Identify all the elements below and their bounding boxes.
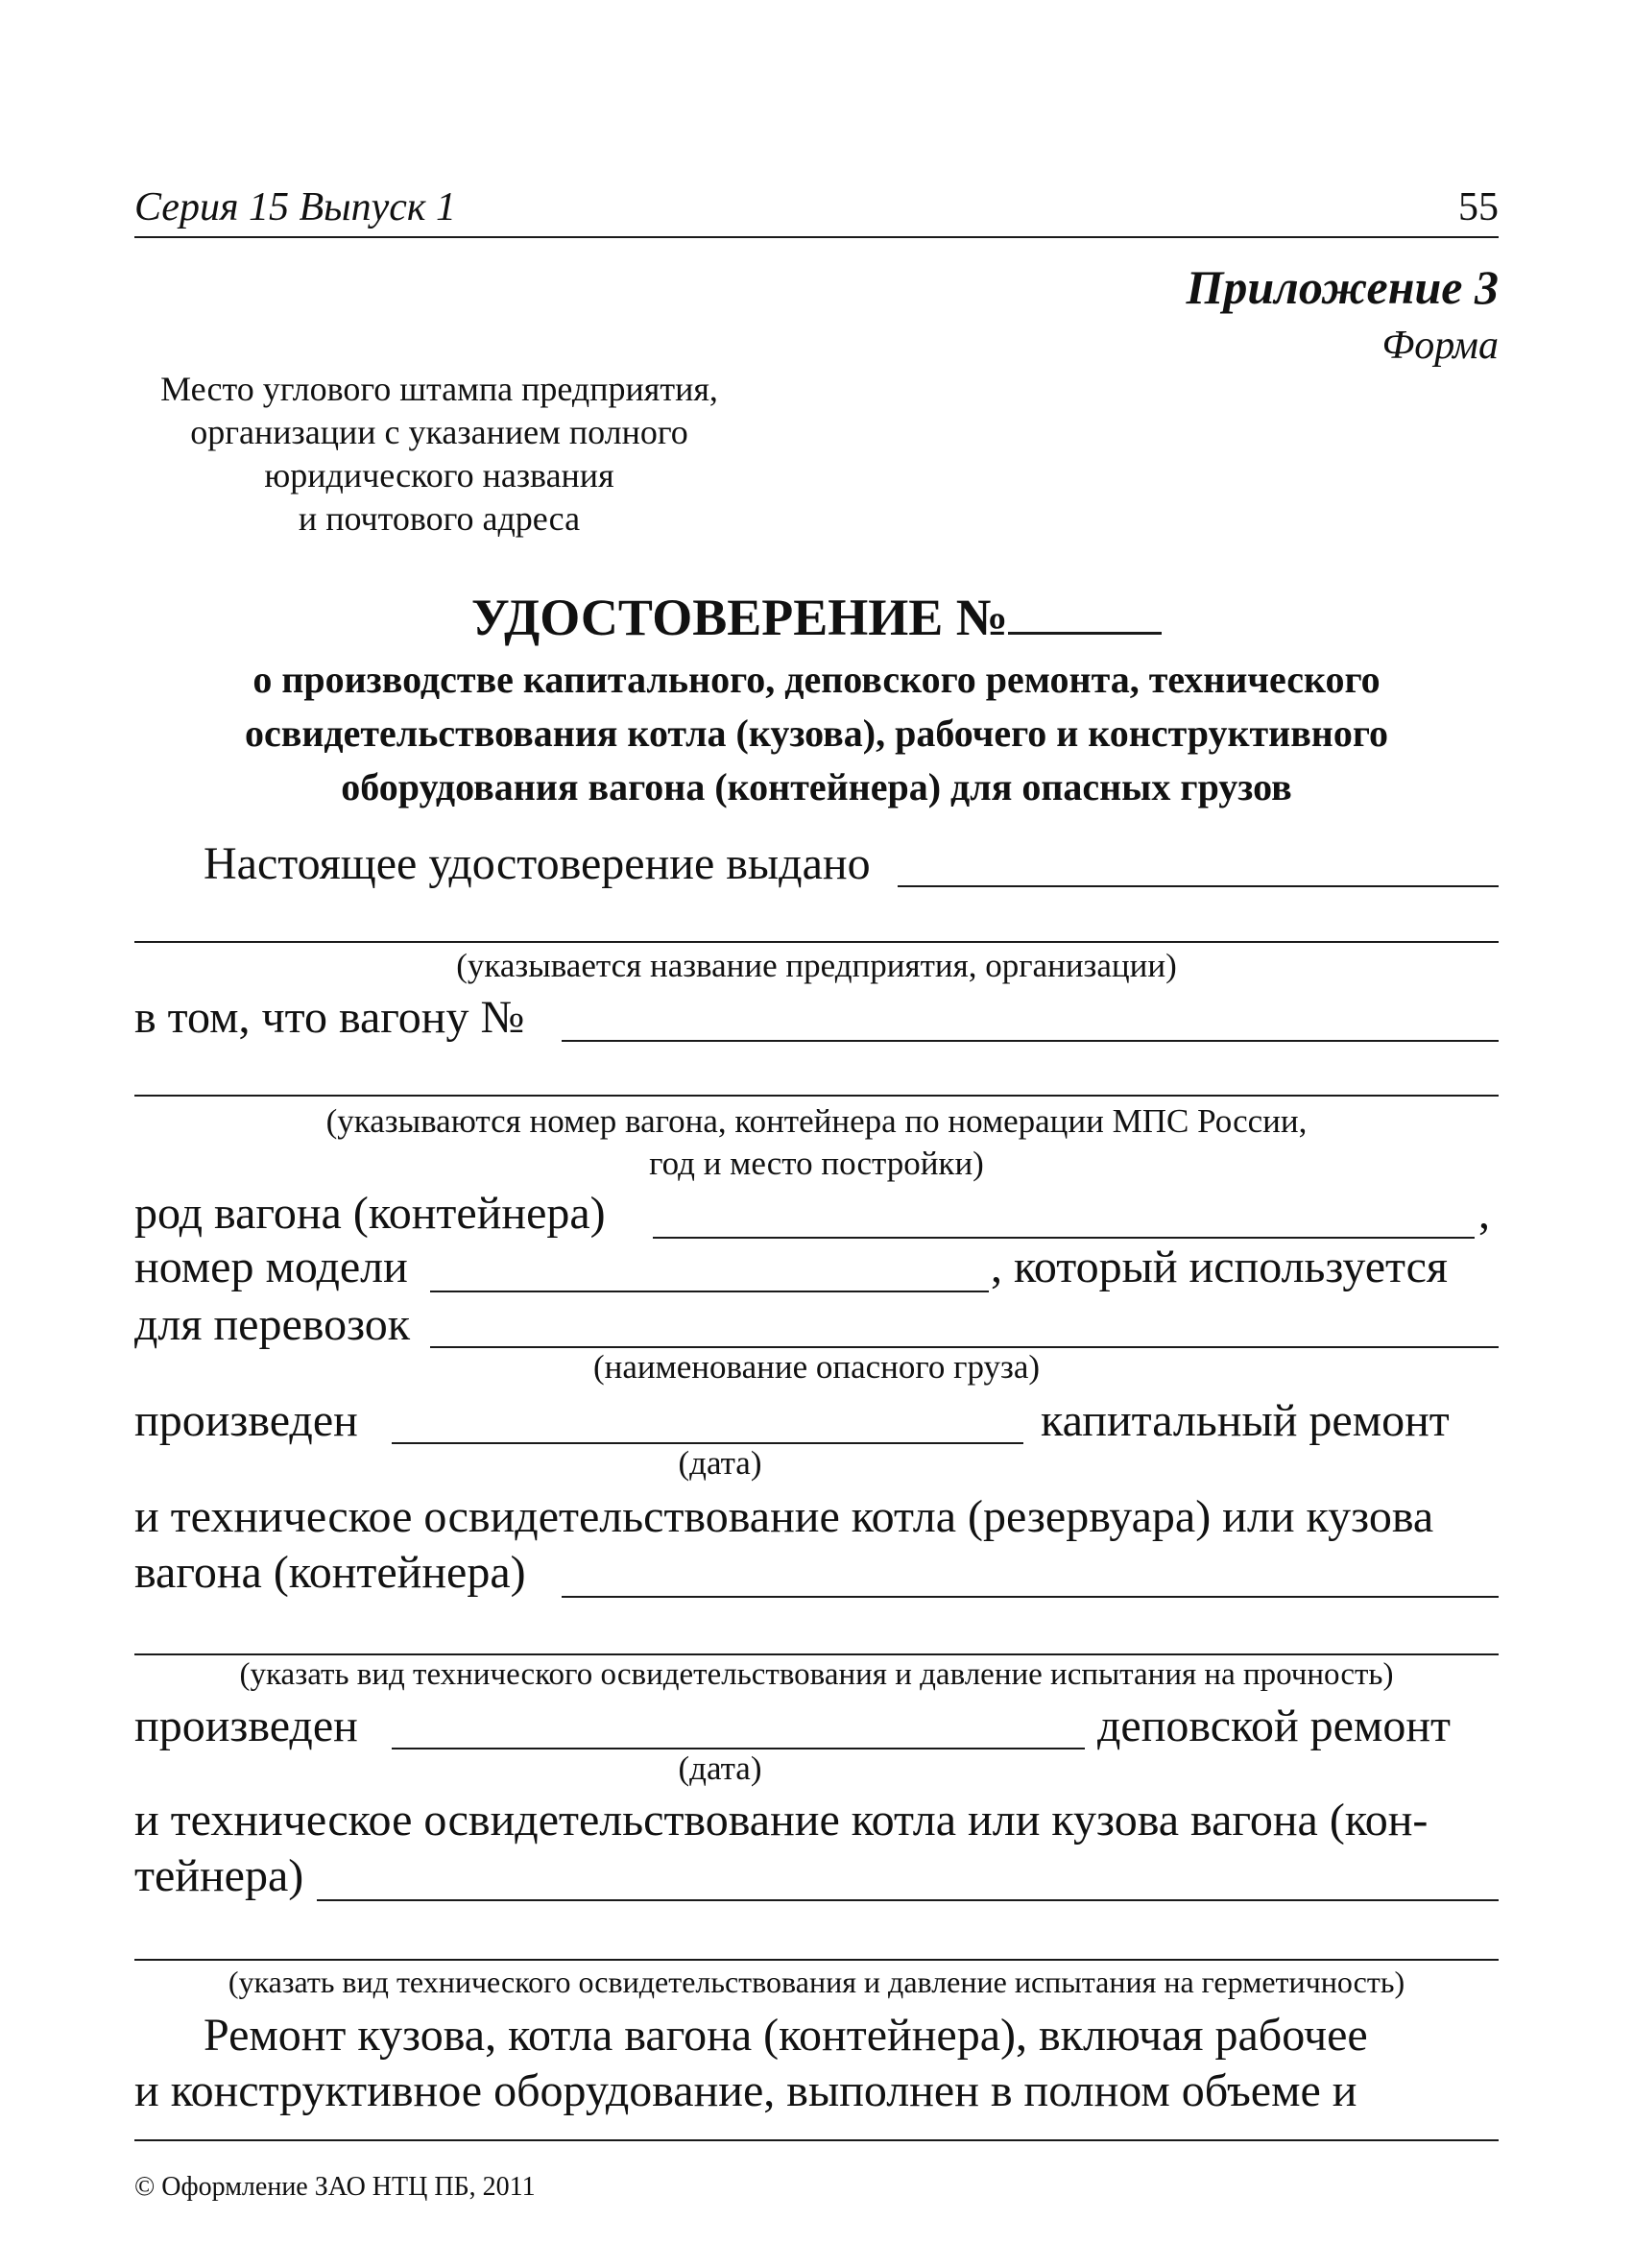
stamp-line: Место углового штампа предприятия, bbox=[160, 370, 718, 408]
certificate-title-text: УДОСТОВЕРЕНИЕ № bbox=[470, 589, 1009, 646]
produced-label-1: произведен bbox=[134, 1395, 358, 1446]
tech-exam-blank-1[interactable] bbox=[562, 1596, 1499, 1598]
stamp-line: юридического названия bbox=[264, 456, 614, 495]
series-header: Серия 15 Выпуск 1 bbox=[134, 185, 456, 229]
tech-exam-blank-2[interactable] bbox=[134, 1653, 1499, 1655]
stamp-line: организации с указанием полного bbox=[190, 413, 688, 451]
stamp-place bbox=[96, 368, 782, 541]
container-label-2: тейнера) bbox=[134, 1850, 304, 1901]
tech-exam-line-1: и техническое освидетельствование котла (резервуара) или кузова bbox=[134, 1491, 1434, 1542]
depot-repair-label: деповской ремонт bbox=[1097, 1701, 1452, 1751]
tech-exam-blank-3[interactable] bbox=[317, 1899, 1499, 1901]
car-caption-2: год и место постройки) bbox=[649, 1145, 984, 1182]
capital-repair-label: капитальный ремонт bbox=[1041, 1395, 1450, 1446]
date-caption-2: (дата) bbox=[678, 1749, 762, 1787]
paragraph-line-1: Ремонт кузова, котла вагона (контейнера), включая рабочее bbox=[204, 2010, 1368, 2061]
produced-label-2: произведен bbox=[134, 1701, 358, 1751]
tightness-caption: (указать вид технического освидетельствования и давление испытания на герметичность) bbox=[228, 1965, 1405, 1999]
car-number-label: в том, что вагону № bbox=[134, 992, 525, 1043]
model-number-label: номер модели bbox=[134, 1242, 408, 1292]
subtitle-line: оборудования вагона (контейнера) для опасных грузов bbox=[341, 765, 1292, 808]
model-number-suffix: , который используется bbox=[991, 1242, 1448, 1292]
strength-caption: (указать вид технического освидетельствования и давление испытания на прочность) bbox=[239, 1657, 1394, 1692]
model-number-blank[interactable] bbox=[430, 1291, 989, 1292]
subtitle-line: о производстве капитального, деповского ремонта, технического bbox=[252, 658, 1381, 701]
copyright-footer: © Оформление ЗАО НТЦ ПБ, 2011 bbox=[134, 2172, 536, 2202]
org-name-blank[interactable] bbox=[134, 941, 1499, 943]
footer-rule bbox=[134, 2139, 1499, 2141]
tech-exam-blank-4[interactable] bbox=[134, 1959, 1499, 1961]
car-caption-1: (указываются номер вагона, контейнера по номерации МПС России, bbox=[325, 1102, 1308, 1140]
car-type-blank[interactable] bbox=[653, 1237, 1475, 1239]
issued-to-label: Настоящее удостоверение выдано bbox=[204, 838, 871, 889]
paragraph-line-2: и конструктивное оборудование, выполнен в полном объеме и bbox=[134, 2065, 1357, 2116]
stamp-line: и почтового адреса bbox=[298, 499, 581, 538]
page-number: 55 bbox=[1458, 185, 1499, 229]
date-caption-1: (дата) bbox=[678, 1444, 762, 1482]
issued-to-blank[interactable] bbox=[898, 885, 1499, 887]
header-rule bbox=[134, 236, 1499, 238]
certificate-title bbox=[0, 588, 1633, 647]
subtitle-line: освидетельствования котла (кузова), рабочего и конструктивного bbox=[244, 712, 1389, 755]
certificate-subtitle bbox=[134, 653, 1499, 814]
certificate-number-blank[interactable] bbox=[1008, 590, 1162, 635]
car-type-comma: , bbox=[1478, 1188, 1490, 1239]
car-container-label-1: вагона (контейнера) bbox=[134, 1547, 526, 1598]
appendix-title: Приложение 3 bbox=[1186, 260, 1499, 314]
car-number-blank[interactable] bbox=[562, 1040, 1499, 1042]
transport-label: для перевозок bbox=[134, 1299, 411, 1350]
cargo-caption: (наименование опасного груза) bbox=[592, 1348, 1041, 1386]
car-details-blank[interactable] bbox=[134, 1095, 1499, 1097]
tech-exam-line-2: и техническое освидетельствование котла или кузова вагона (кон- bbox=[134, 1795, 1429, 1846]
car-type-label: род вагона (контейнера) bbox=[134, 1188, 606, 1239]
org-caption: (указывается название предприятия, организации) bbox=[456, 947, 1177, 984]
form-label: Форма bbox=[1381, 324, 1499, 368]
